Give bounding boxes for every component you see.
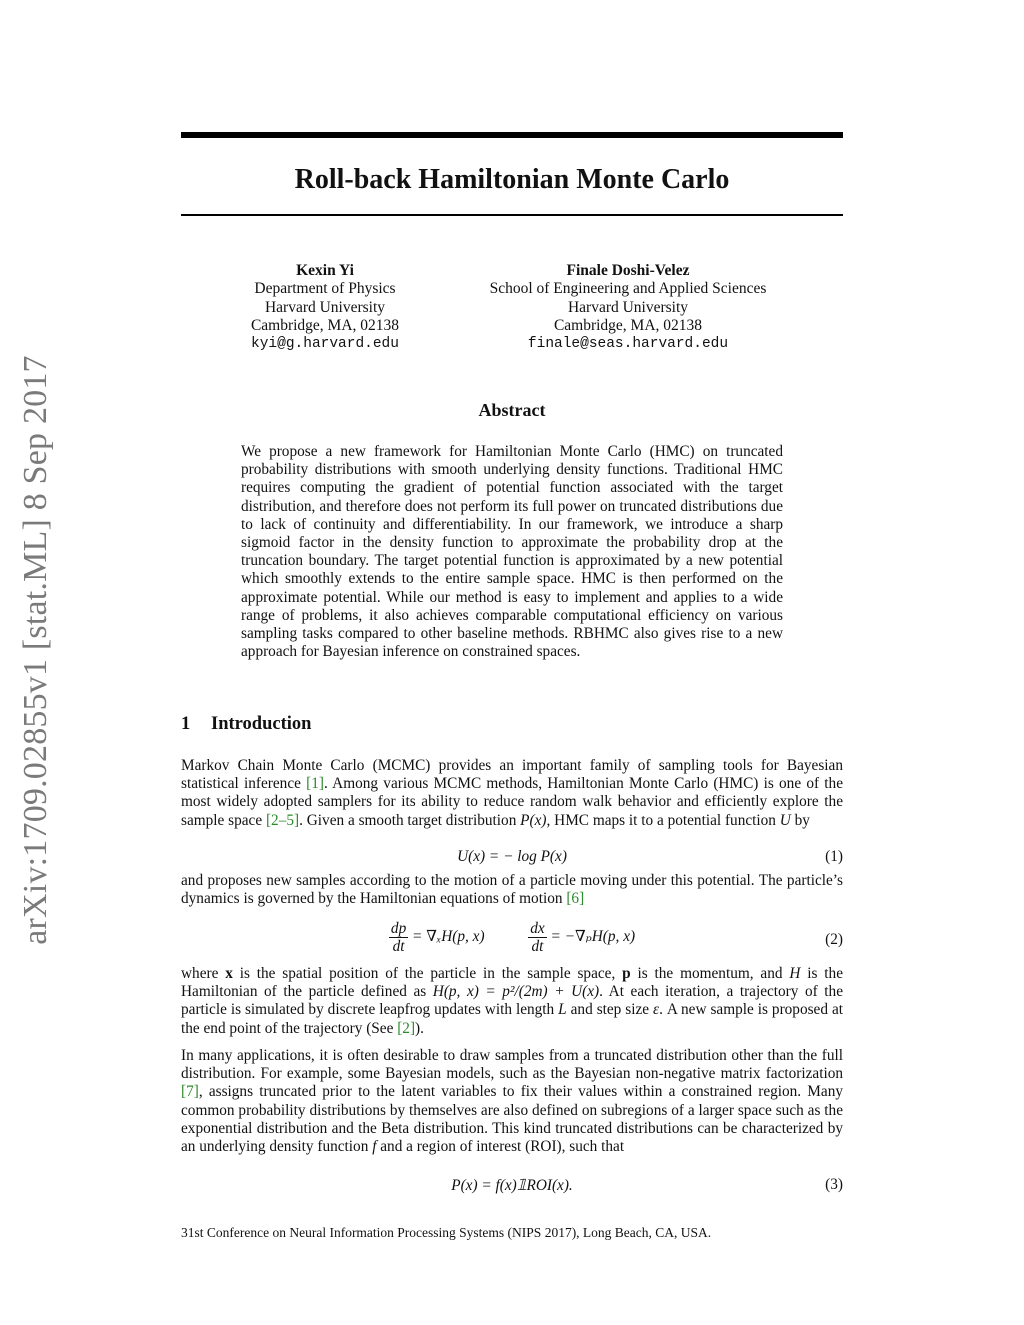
- text-run: where: [181, 965, 226, 982]
- text-run: ).: [415, 1019, 424, 1037]
- title-bottom-rule: [181, 214, 843, 216]
- author-department: Department of Physics: [254, 280, 396, 298]
- text-run: . At each iteration, a trajectory of the particle is simulated by discrete leapfrog updates with length: [181, 983, 843, 1019]
- paper-title: Roll-back Hamiltonian Monte Carlo: [294, 164, 730, 195]
- text-run: , HMC maps it to a potential function: [546, 811, 780, 829]
- equation-2: [181, 920, 843, 960]
- author-university: Harvard University: [264, 298, 386, 316]
- text-run: . A new sample is proposed at the end point of the trajectory (See: [181, 1001, 843, 1037]
- math-inline: f: [372, 1138, 377, 1156]
- fraction-dx-dt: [528, 920, 546, 955]
- author-block-1: [225, 262, 425, 353]
- citation-link[interactable]: [2–5]: [265, 811, 300, 829]
- title-top-rule: [181, 132, 843, 138]
- section-number: 1: [181, 714, 191, 734]
- intro-paragraph-4: [181, 1047, 843, 1156]
- section-title: Introduction: [211, 714, 312, 734]
- arxiv-identifier: arXiv:1709.02855v1 [stat.ML] 8 Sep 2017: [17, 355, 54, 945]
- equation-number: (2): [825, 931, 843, 948]
- text-run: and a region of interest (ROI), such that: [376, 1138, 625, 1156]
- intro-paragraph-3: [181, 965, 843, 1038]
- fraction-denominator: dt: [392, 938, 405, 955]
- math-inline: p: [622, 965, 631, 982]
- equation-rhs: = −∇ₚH(p, x): [550, 928, 636, 946]
- author-city: Cambridge, MA, 02138: [553, 316, 703, 334]
- citation-link[interactable]: [7]: [181, 1083, 199, 1101]
- intro-paragraph-2: [181, 872, 843, 908]
- text-run: . Given a smooth target distribution: [299, 811, 521, 829]
- citation-link[interactable]: [2]: [397, 1019, 416, 1037]
- text-run: and proposes new samples according to the motion of a particle moving under this potential. The particle’s dynamics is governed by the Hamiltonian equations of motion: [181, 872, 843, 908]
- section-heading-introduction: [181, 714, 311, 735]
- fraction-denominator: dt: [531, 938, 544, 955]
- author-department: School of Engineering and Applied Sciences: [489, 280, 767, 298]
- text-run: is the Hamiltonian of the particle defined as: [181, 965, 843, 1001]
- fraction-numerator: dx: [530, 920, 545, 937]
- citation-link[interactable]: [1]: [306, 775, 324, 793]
- text-run: , assigns truncated prior to the latent variables to fix their values within a constrained region. Many common probability distributions by themselves are also defined on subregions of a larger space such as the exponential distribution and the Beta distribution. This kind truncated distributions can be characterized by an underlying density function: [181, 1083, 843, 1156]
- math-inline: L: [558, 1001, 567, 1019]
- conference-footnote: 31st Conference on Neural Information Processing Systems (NIPS 2017), Long Beach, CA, USA.: [181, 1225, 712, 1240]
- abstract-text: We propose a new framework for Hamiltonian Monte Carlo (HMC) on truncated probability distributions with smooth underlying density functions. Traditional HMC requires computing the gradient of potential function associated with the target distribution, and therefore does not perform its full power on truncated distributions due to lack of continuity and differentiability. In our framework, we introduce a sharp sigmoid factor in the density function to approximate the probability drop at the truncation boundary. The target potential function is approximated by a new potential which smoothly extends to the entire sample space. HMC is then performed on the approximate potential. While our method is easy to implement and applies to a wide range of problems, it also achieves comparable computational efficiency on various sampling tasks compared to other baseline methods. RBHMC also gives rise to a new approach for Bayesian inference on constrained spaces.: [241, 443, 783, 661]
- author-email[interactable]: kyi@g.harvard.edu: [251, 336, 399, 353]
- author-name: Kexin Yi: [296, 262, 354, 279]
- author-name: Finale Doshi-Velez: [566, 262, 690, 279]
- equation-expression: P(x) = f(x)𝟙ROI(x).: [451, 1177, 573, 1194]
- equation-expression: [181, 920, 843, 955]
- math-inline: H(p, x) = p²/(2m) + U(x): [432, 983, 600, 1001]
- text-run: and step size: [566, 1001, 654, 1019]
- author-email[interactable]: finale@seas.harvard.edu: [527, 336, 729, 353]
- text-run: by: [790, 811, 810, 829]
- author-city: Cambridge, MA, 02138: [250, 316, 400, 334]
- math-inline: P(x): [520, 811, 547, 829]
- equation-rhs: = ∇ₓH(p, x): [412, 928, 485, 946]
- intro-paragraph-1: [181, 757, 843, 830]
- math-inline: x: [225, 965, 233, 982]
- text-run: . Among various MCMC methods, Hamiltonian Monte Carlo (HMC) is one of the most widely adopted samplers for its ability to reduce random walk behavior and efficiently explore the sample space: [181, 775, 843, 829]
- author-university: Harvard University: [567, 298, 689, 316]
- equation-number: (1): [825, 848, 843, 865]
- text-run: In many applications, it is often desirable to draw samples from a truncated distribution other than the full distribution. For example, some Bayesian models, such as the Bayesian non-negative matrix factorization: [181, 1047, 843, 1083]
- math-inline: ε: [653, 1001, 660, 1019]
- math-inline: U: [779, 811, 791, 829]
- text-run: Markov Chain Monte Carlo (MCMC) provides an important family of sampling tools for Bayesian statistical inference: [181, 757, 843, 793]
- author-block-2: [460, 262, 796, 353]
- math-inline: H: [789, 965, 801, 982]
- equation-expression: U(x) = − log P(x): [457, 848, 567, 865]
- text-run: is the spatial position of the particle in the sample space,: [232, 965, 623, 982]
- equation-number: (3): [825, 1176, 843, 1193]
- fraction-dp-dt: [389, 920, 408, 955]
- citation-link[interactable]: [6]: [566, 890, 585, 908]
- text-run: is the momentum, and: [630, 965, 790, 982]
- abstract-heading: Abstract: [478, 400, 546, 420]
- fraction-numerator: dp: [390, 920, 407, 937]
